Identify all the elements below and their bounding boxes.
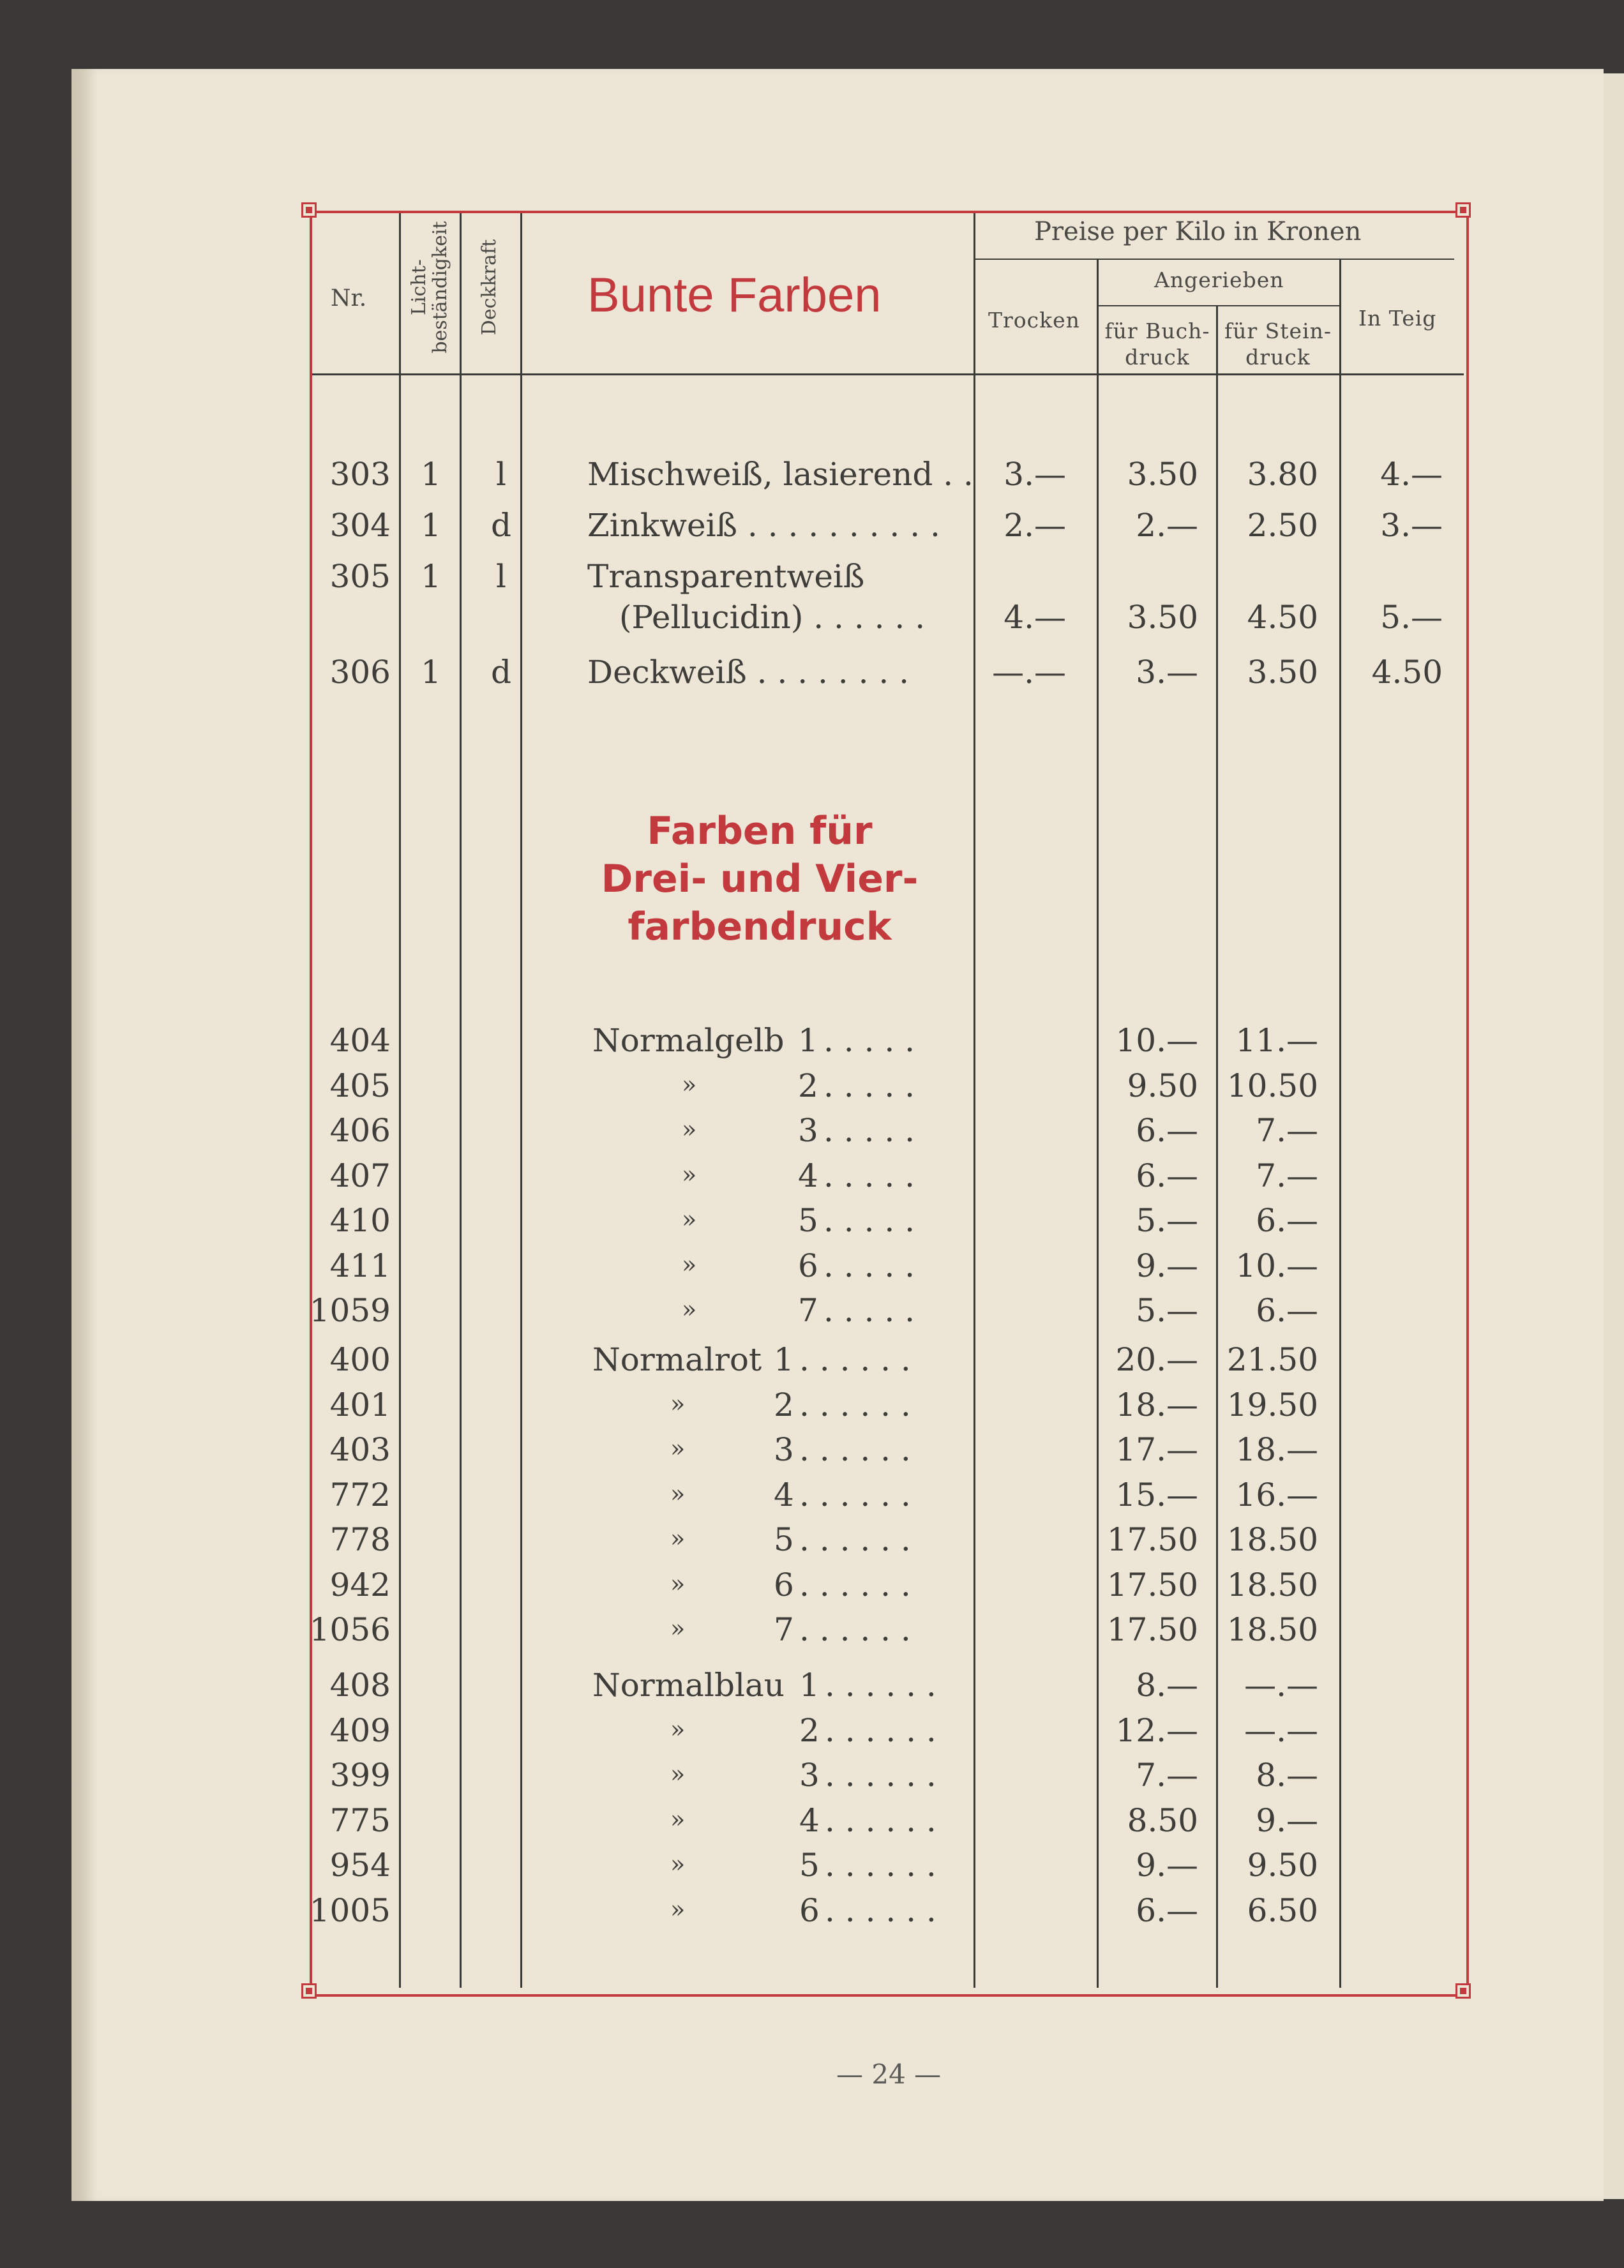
row-steindruck: 18.50 (1226, 1521, 1318, 1558)
row-steindruck: 3.50 (1247, 654, 1318, 691)
row-leader-dots: . . . . . . (799, 1386, 911, 1423)
page-title: Bunte Farben (587, 268, 882, 322)
page-number: — 24 — (836, 2059, 942, 2090)
row-index: 2 (798, 1067, 818, 1104)
row-buchdruck: 17.50 (1106, 1566, 1198, 1603)
row-buchdruck: 9.— (1136, 1847, 1198, 1884)
row-steindruck: 18.50 (1226, 1566, 1318, 1603)
row-buchdruck: 6.— (1136, 1157, 1198, 1194)
row-leader-dots: . . . . . . (799, 1611, 911, 1648)
row-nr: 406 (329, 1112, 391, 1149)
row-leader-dots: . . . . . (823, 1067, 915, 1104)
row-ditto-mark: » (670, 1524, 686, 1552)
header-in-teig: In Teig (1358, 306, 1437, 331)
row-buchdruck: 9.50 (1127, 1067, 1198, 1104)
row-steindruck: 21.50 (1226, 1341, 1318, 1378)
row-ditto-mark: » (670, 1895, 686, 1923)
row-steindruck: 7.— (1256, 1157, 1318, 1194)
row-leader-dots: . . . . . . (825, 1667, 936, 1704)
row-steindruck: 3.80 (1247, 456, 1318, 493)
row-ditto-mark: » (682, 1115, 697, 1143)
row-buchdruck: 12.— (1115, 1711, 1198, 1749)
row-nr: 304 (329, 507, 391, 544)
row-nr: 403 (329, 1431, 391, 1468)
row-index: 7 (774, 1611, 794, 1648)
row-index: 3 (798, 1112, 818, 1149)
row-steindruck: 16.— (1235, 1476, 1318, 1513)
row-index: 5 (799, 1847, 820, 1884)
header-deckkraft: Deckkraft (478, 239, 500, 336)
row-ditto-mark: » (670, 1715, 686, 1743)
row-nr: 772 (329, 1476, 391, 1513)
row-leader-dots: . . . . . . (825, 1757, 936, 1794)
row-index: 5 (798, 1202, 818, 1239)
row-steindruck: 18.— (1235, 1431, 1318, 1468)
row-index: 4 (798, 1157, 818, 1194)
row-index: 5 (774, 1521, 794, 1558)
corner-ornament-icon (301, 202, 317, 218)
row-ditto-mark: » (670, 1479, 686, 1508)
row-nr: 409 (329, 1711, 391, 1749)
row-ditto-mark: » (682, 1160, 697, 1189)
row-index: 1 (774, 1341, 794, 1378)
row-lichtbestaendigkeit: 1 (421, 558, 441, 595)
row-index: 6 (774, 1566, 794, 1603)
row-leader-dots: . . . . . . (799, 1566, 911, 1603)
row-steindruck: 6.— (1256, 1202, 1318, 1239)
row-leader-dots: . . . . . . (799, 1341, 911, 1378)
column-rule (460, 213, 462, 1988)
row-nr: 405 (329, 1067, 391, 1104)
column-rule (520, 213, 522, 1988)
row-buchdruck: 18.— (1115, 1386, 1198, 1423)
row-nr: 410 (329, 1202, 391, 1239)
header-buchdruck: für Buch- druck (1104, 319, 1210, 370)
row-buchdruck: 3.50 (1127, 599, 1198, 636)
row-steindruck: 6.— (1256, 1292, 1318, 1329)
row-nr: 399 (329, 1757, 391, 1794)
row-nr: 775 (329, 1801, 391, 1839)
header-rule-angerieben (1098, 305, 1339, 306)
row-deckkraft: l (496, 456, 506, 493)
row-leader-dots: . . . . . . (825, 1891, 936, 1929)
row-steindruck: —.— (1244, 1711, 1318, 1749)
row-deckkraft: d (490, 654, 511, 691)
row-nr: 404 (329, 1022, 391, 1059)
row-index: 6 (799, 1891, 820, 1929)
row-trocken: 4.— (1004, 599, 1066, 636)
row-ditto-mark: » (670, 1760, 686, 1788)
header-nr: Nr. (331, 285, 367, 312)
row-buchdruck: 5.— (1136, 1202, 1198, 1239)
corner-ornament-icon (1455, 202, 1471, 218)
row-ditto-mark: » (670, 1805, 686, 1833)
row-steindruck: 10.— (1235, 1247, 1318, 1284)
row-ditto-mark: » (682, 1205, 697, 1233)
row-deckkraft: d (490, 507, 511, 544)
row-buchdruck: 6.— (1136, 1891, 1198, 1929)
row-ditto-mark: » (670, 1434, 686, 1462)
row-steindruck: 10.50 (1226, 1067, 1318, 1104)
row-nr: 408 (329, 1667, 391, 1704)
row-ditto-mark: » (670, 1614, 686, 1642)
row-steindruck: 8.— (1256, 1757, 1318, 1794)
row-name: Normalrot (592, 1341, 762, 1378)
row-buchdruck: 17.— (1115, 1431, 1198, 1468)
row-nr: 401 (329, 1386, 391, 1423)
row-trocken: 3.— (1004, 456, 1066, 493)
row-ditto-mark: » (682, 1070, 697, 1099)
row-index: 1 (798, 1022, 818, 1059)
header-rule-preise (975, 259, 1454, 260)
header-angerieben: Angerieben (1154, 267, 1284, 292)
row-buchdruck: 3.50 (1127, 456, 1198, 493)
row-leader-dots: . . . . . . (825, 1847, 936, 1884)
row-name: Zinkweiß . . . . . . . . . . (587, 507, 940, 544)
row-buchdruck: 15.— (1115, 1476, 1198, 1513)
row-name: Mischweiß, lasierend . . (587, 456, 974, 493)
row-index: 6 (798, 1247, 818, 1284)
header-lichtbestaendigkeit: Licht- beständigkeit (408, 221, 451, 354)
row-index: 7 (798, 1292, 818, 1329)
row-nr: 1005 (309, 1891, 391, 1929)
row-leader-dots: . . . . . (823, 1247, 915, 1284)
row-trocken: 2.— (1004, 507, 1066, 544)
row-steindruck: 2.50 (1247, 507, 1318, 544)
row-buchdruck: 2.— (1136, 507, 1198, 544)
row-in-teig: 3.— (1380, 507, 1443, 544)
row-name: (Pellucidin) . . . . . . (619, 599, 926, 636)
row-steindruck: 9.50 (1247, 1847, 1318, 1884)
row-buchdruck: 8.— (1136, 1667, 1198, 1704)
row-steindruck: 9.— (1256, 1801, 1318, 1839)
row-steindruck: —.— (1244, 1667, 1318, 1704)
row-leader-dots: . . . . . . (825, 1711, 936, 1749)
row-index: 4 (799, 1801, 820, 1839)
row-ditto-mark: » (682, 1250, 697, 1279)
row-nr: 305 (329, 558, 391, 595)
row-lichtbestaendigkeit: 1 (421, 654, 441, 691)
row-nr: 400 (329, 1341, 391, 1378)
row-index: 2 (799, 1711, 820, 1749)
row-nr: 942 (329, 1566, 391, 1603)
row-leader-dots: . . . . . . (799, 1521, 911, 1558)
row-leader-dots: . . . . . . (799, 1431, 911, 1468)
row-trocken: —.— (992, 654, 1066, 691)
section-title: Farben für Drei- und Vier- farbendruck (601, 809, 919, 949)
row-nr: 306 (329, 654, 391, 691)
row-buchdruck: 20.— (1115, 1341, 1198, 1378)
row-buchdruck: 17.50 (1106, 1521, 1198, 1558)
row-buchdruck: 5.— (1136, 1292, 1198, 1329)
row-name: Transparentweiß (587, 558, 865, 595)
row-index: 4 (774, 1476, 794, 1513)
row-steindruck: 19.50 (1226, 1386, 1318, 1423)
row-ditto-mark: » (670, 1389, 686, 1418)
row-buchdruck: 17.50 (1106, 1611, 1198, 1648)
header-trocken: Trocken (988, 308, 1080, 333)
row-nr: 1059 (309, 1292, 391, 1329)
row-index: 3 (774, 1431, 794, 1468)
column-rule (399, 213, 401, 1988)
row-name: Normalgelb (592, 1022, 785, 1059)
row-nr: 778 (329, 1521, 391, 1558)
row-leader-dots: . . . . . (823, 1157, 915, 1194)
header-preise: Preise per Kilo in Kronen (1034, 217, 1362, 246)
row-name: Normalblau (592, 1667, 785, 1704)
row-steindruck: 4.50 (1247, 599, 1318, 636)
row-deckkraft: l (496, 558, 506, 595)
row-index: 2 (774, 1386, 794, 1423)
row-index: 1 (799, 1667, 820, 1704)
row-in-teig: 4.50 (1371, 654, 1443, 691)
row-steindruck: 6.50 (1247, 1891, 1318, 1929)
page-spine-shadow (71, 69, 97, 2201)
row-buchdruck: 10.— (1115, 1022, 1198, 1059)
row-steindruck: 18.50 (1226, 1611, 1318, 1648)
row-nr: 407 (329, 1157, 391, 1194)
row-nr: 954 (329, 1847, 391, 1884)
row-nr: 411 (329, 1247, 391, 1284)
row-leader-dots: . . . . . . (825, 1801, 936, 1839)
row-leader-dots: . . . . . (823, 1112, 915, 1149)
row-buchdruck: 9.— (1136, 1247, 1198, 1284)
row-lichtbestaendigkeit: 1 (421, 507, 441, 544)
row-ditto-mark: » (670, 1569, 686, 1598)
row-buchdruck: 3.— (1136, 654, 1198, 691)
header-bottom-rule (312, 373, 1464, 375)
next-page-edge (1604, 73, 1624, 2199)
row-leader-dots: . . . . . . (799, 1476, 911, 1513)
row-buchdruck: 6.— (1136, 1112, 1198, 1149)
row-buchdruck: 7.— (1136, 1757, 1198, 1794)
row-name: Deckweiß . . . . . . . . (587, 654, 910, 691)
header-steindruck: für Stein- druck (1224, 319, 1332, 370)
row-lichtbestaendigkeit: 1 (421, 456, 441, 493)
row-leader-dots: . . . . . (823, 1202, 915, 1239)
row-in-teig: 4.— (1380, 456, 1443, 493)
row-nr: 1056 (309, 1611, 391, 1648)
row-in-teig: 5.— (1380, 599, 1443, 636)
row-steindruck: 11.— (1235, 1022, 1318, 1059)
row-buchdruck: 8.50 (1127, 1801, 1198, 1839)
row-ditto-mark: » (682, 1295, 697, 1323)
row-index: 3 (799, 1757, 820, 1794)
row-leader-dots: . . . . . (823, 1022, 915, 1059)
row-ditto-mark: » (670, 1850, 686, 1878)
corner-ornament-icon (1455, 1983, 1471, 1999)
corner-ornament-icon (301, 1983, 317, 1999)
row-leader-dots: . . . . . (823, 1292, 915, 1329)
row-nr: 303 (329, 456, 391, 493)
row-steindruck: 7.— (1256, 1112, 1318, 1149)
